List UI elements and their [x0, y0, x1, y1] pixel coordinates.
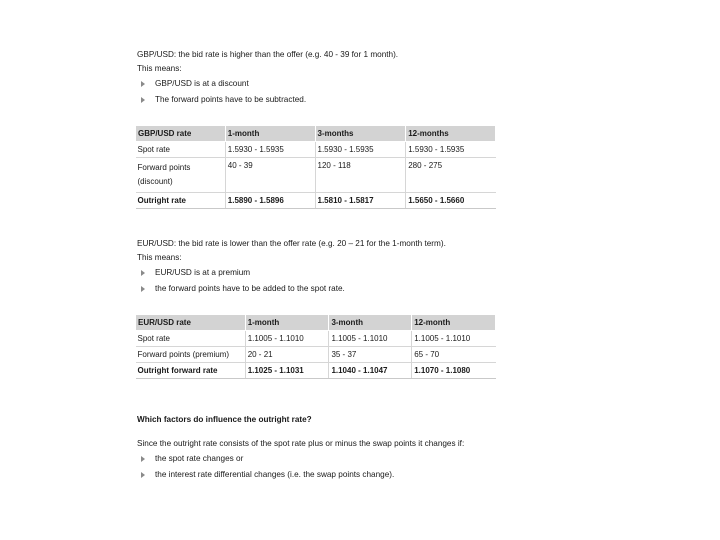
col-header: 1-month	[245, 315, 329, 331]
list-item: the forward points have to be added to the spot rate.	[137, 281, 497, 297]
bullet-triangle-icon	[141, 81, 145, 87]
gbpusd-table	[135, 125, 496, 209]
list-item: The forward points have to be subtracted.	[137, 92, 497, 108]
col-header: 1-month	[225, 126, 315, 142]
bullet-triangle-icon	[141, 286, 145, 292]
bullet-triangle-icon	[141, 97, 145, 103]
gbpusd-means: This means:	[137, 64, 182, 73]
col-header: 3-months	[315, 126, 406, 142]
table-row: Forward points (discount) 40 - 39 120 - 118 280 - 275	[136, 158, 496, 193]
gbpusd-bullets	[137, 76, 497, 108]
bullet-triangle-icon	[141, 270, 145, 276]
list-item: EUR/USD is at a premium	[137, 265, 497, 281]
list-item: the spot rate changes or	[137, 451, 517, 467]
col-header: 12-months	[406, 126, 496, 142]
table-row: Outright rate 1.5890 - 1.5896 1.5810 - 1.5817 1.5650 - 1.5660	[136, 193, 496, 209]
eurusd-means: This means:	[137, 253, 182, 262]
bullet-triangle-icon	[141, 472, 145, 478]
col-header: EUR/USD rate	[136, 315, 246, 331]
table-row: Outright forward rate 1.1025 - 1.1031 1.1040 - 1.1047 1.1070 - 1.1080	[136, 363, 496, 379]
gbpusd-intro: GBP/USD: the bid rate is higher than the offer (e.g. 40 - 39 for 1 month).	[137, 50, 399, 59]
eurusd-intro: EUR/USD: the bid rate is lower than the offer rate (e.g. 20 – 21 for the 1-month term).	[137, 239, 446, 248]
table-row: Forward points (premium) 20 - 21 35 - 37 65 - 70	[136, 347, 496, 363]
factors-bullets	[137, 451, 517, 483]
col-header: 3-month	[329, 315, 412, 331]
section-gbpusd	[137, 48, 497, 108]
eurusd-table	[135, 314, 496, 379]
list-item: GBP/USD is at a discount	[137, 76, 497, 92]
section-factors	[137, 413, 517, 483]
col-header: 12-month	[412, 315, 496, 331]
col-header: GBP/USD rate	[136, 126, 226, 142]
table-header-row	[136, 126, 496, 142]
table-row: Spot rate 1.1005 - 1.1010 1.1005 - 1.1010 1.1005 - 1.1010	[136, 331, 496, 347]
bullet-triangle-icon	[141, 456, 145, 462]
table-header-row	[136, 315, 496, 331]
factors-heading: Which factors do influence the outright rate?	[137, 415, 312, 424]
section-eurusd	[137, 237, 497, 297]
list-item: the interest rate differential changes (i.e. the swap points change).	[137, 467, 517, 483]
eurusd-bullets	[137, 265, 497, 297]
table-row: Spot rate 1.5930 - 1.5935 1.5930 - 1.5935 1.5930 - 1.5935	[136, 142, 496, 158]
factors-intro: Since the outright rate consists of the spot rate plus or minus the swap points it changes if:	[137, 439, 465, 448]
